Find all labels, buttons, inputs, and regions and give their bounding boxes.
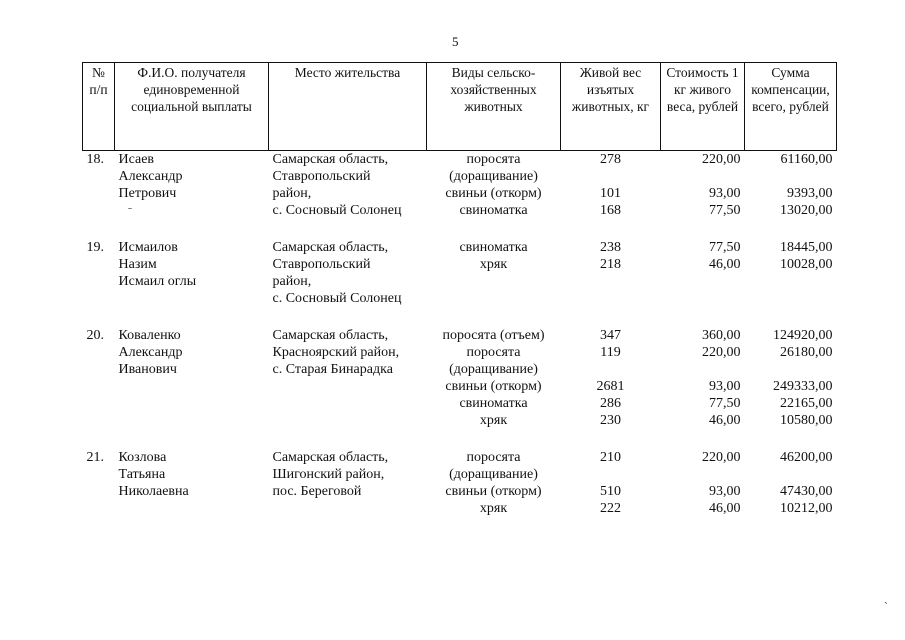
cell-num (83, 500, 115, 517)
cell-address: с. Сосновый Солонец (272, 291, 402, 306)
cell-name (115, 395, 269, 412)
cell-weight (561, 168, 661, 185)
cell-total: 26180,00 (780, 345, 833, 360)
cell-address: Ставропольский (272, 169, 371, 184)
cell-kind: свиньи (откорм) (445, 186, 542, 201)
cell-total: 124920,00 (773, 328, 833, 343)
cell-weight (561, 361, 661, 378)
cell-weight: 210 (600, 450, 621, 465)
row-gap (83, 429, 837, 449)
cell-num (83, 202, 115, 219)
cell-weight: 286 (600, 396, 621, 411)
table-row (83, 395, 837, 412)
cell-weight: 347 (600, 328, 621, 343)
header-name: Ф.И.О. получателя единовременной социальной выплаты (115, 63, 269, 151)
cell-address: Самарская область, (272, 328, 389, 343)
cell-kind: свиноматка (459, 240, 528, 255)
cell-kind: хряк (479, 413, 508, 428)
cell-num: 21. (86, 450, 104, 465)
table-row (83, 449, 837, 466)
cell-kind: (доращивание) (449, 362, 538, 377)
header-total: Сумма компенсации, всего, рублей (745, 63, 837, 151)
cell-price: 77,50 (709, 203, 741, 218)
cell-num (83, 273, 115, 290)
cell-name: Исмаил оглы (118, 274, 197, 289)
cell-weight: 119 (600, 345, 621, 360)
cell-price (661, 466, 745, 483)
cell-price: 77,50 (709, 240, 741, 255)
cell-total (745, 361, 837, 378)
cell-address (269, 395, 427, 412)
table-row (83, 378, 837, 395)
cell-kind: хряк (479, 257, 508, 272)
cell-weight: 218 (600, 257, 621, 272)
cell-total (745, 168, 837, 185)
page-number: 5 (452, 34, 459, 49)
cell-price: 220,00 (702, 345, 741, 360)
cell-num (83, 483, 115, 500)
row-gap-cell (83, 219, 837, 239)
cell-kind: свиноматка (459, 396, 528, 411)
cell-total: 46200,00 (780, 450, 833, 465)
cell-weight (561, 466, 661, 483)
table-row (83, 500, 837, 517)
table-row (83, 151, 837, 169)
cell-price: 220,00 (702, 152, 741, 167)
cell-price: 46,00 (709, 257, 741, 272)
cell-kind: свиноматка (459, 203, 528, 218)
cell-price: 93,00 (709, 186, 741, 201)
cell-address: Самарская область, (272, 240, 389, 255)
cell-num (83, 256, 115, 273)
cell-weight: 238 (600, 240, 621, 255)
cell-address: с. Сосновый Солонец (272, 203, 402, 218)
table-row (83, 185, 837, 202)
cell-total: 13020,00 (780, 203, 833, 218)
cell-total: 10212,00 (780, 501, 833, 516)
cell-name (115, 290, 269, 307)
cell-name: Петрович (118, 186, 177, 201)
cell-price: 93,00 (709, 379, 741, 394)
cell-weight: 278 (600, 152, 621, 167)
cell-name (115, 378, 269, 395)
cell-kind: поросята (466, 450, 521, 465)
cell-num (83, 395, 115, 412)
cell-price (661, 361, 745, 378)
cell-weight: 2681 (596, 379, 625, 394)
cell-name: Александр (118, 169, 183, 184)
cell-address: Самарская область, (272, 450, 389, 465)
cell-address: Ставропольский (272, 257, 371, 272)
cell-address: район, (272, 274, 312, 289)
cell-address: с. Старая Бинарадка (272, 362, 393, 377)
table-row (83, 412, 837, 429)
cell-num: 19. (86, 240, 104, 255)
cell-kind: хряк (479, 501, 508, 516)
cell-kind: поросята (отъем) (442, 328, 545, 343)
cell-num: 18. (86, 152, 104, 167)
cell-price (661, 273, 745, 290)
cell-weight: 230 (600, 413, 621, 428)
table-row (83, 466, 837, 483)
cell-address: Самарская область, (272, 152, 389, 167)
cell-name: Татьяна (118, 467, 166, 482)
cell-total (745, 273, 837, 290)
header-address: Место жительства (269, 63, 427, 151)
cell-num: 20. (86, 328, 104, 343)
cell-name: Исмаилов (118, 240, 178, 255)
stray-mark: ˴ (884, 594, 888, 608)
table-row (83, 290, 837, 307)
cell-kind (427, 290, 561, 307)
cell-num (83, 168, 115, 185)
header-kinds: Виды сельско-хозяйственных животных (427, 63, 561, 151)
cell-kind: свиньи (откорм) (445, 379, 542, 394)
cell-price: 220,00 (702, 450, 741, 465)
cell-total: 10028,00 (780, 257, 833, 272)
cell-name: Александр (118, 345, 183, 360)
table-row (83, 239, 837, 256)
cell-weight (561, 290, 661, 307)
cell-num (83, 466, 115, 483)
cell-name: Исаев (118, 152, 155, 167)
cell-total: 61160,00 (780, 152, 833, 167)
header-num: № п/п (83, 63, 115, 151)
table-row (83, 273, 837, 290)
cell-total (745, 466, 837, 483)
table-row (83, 344, 837, 361)
cell-name (115, 500, 269, 517)
cell-total: 249333,00 (773, 379, 833, 394)
cell-num (83, 361, 115, 378)
cell-kind: свиньи (откорм) (445, 484, 542, 499)
cell-address (269, 500, 427, 517)
table-header-row (83, 63, 837, 151)
cell-num (83, 412, 115, 429)
table-row (83, 327, 837, 344)
cell-weight: 222 (600, 501, 621, 516)
cell-price (661, 290, 745, 307)
cell-address: Красноярский район, (272, 345, 400, 360)
cell-name: Иванович (118, 362, 177, 377)
cell-total: 22165,00 (780, 396, 833, 411)
cell-num (83, 290, 115, 307)
header-weight: Живой вес изъятых животных, кг (561, 63, 661, 151)
cell-kind: поросята (466, 152, 521, 167)
cell-address: Шигонский район, (272, 467, 385, 482)
cell-weight: 510 (600, 484, 621, 499)
cell-price: 46,00 (709, 501, 741, 516)
cell-total: 10580,00 (780, 413, 833, 428)
table-row (83, 256, 837, 273)
cell-total: 9393,00 (787, 186, 833, 201)
cell-kind: (доращивание) (449, 169, 538, 184)
cell-address (269, 412, 427, 429)
cell-name: Козлова (118, 450, 167, 465)
table-row (83, 361, 837, 378)
cell-address (269, 378, 427, 395)
cell-weight (561, 273, 661, 290)
cell-price (661, 168, 745, 185)
cell-num (83, 185, 115, 202)
header-price: Стоимость 1 кг живого веса, рублей (661, 63, 745, 151)
cell-price: 93,00 (709, 484, 741, 499)
cell-name: Коваленко (118, 328, 181, 343)
cell-name (115, 412, 269, 429)
cell-address: пос. Береговой (272, 484, 362, 499)
cell-kind: (доращивание) (449, 467, 538, 482)
row-gap-cell (83, 307, 837, 327)
row-gap-cell (83, 429, 837, 449)
cell-address: район, (272, 186, 312, 201)
cell-weight: 168 (600, 203, 621, 218)
cell-name (115, 202, 269, 219)
cell-price: 360,00 (702, 328, 741, 343)
table-row (83, 168, 837, 185)
cell-kind: поросята (466, 345, 521, 360)
table-body (83, 151, 837, 518)
cell-num (83, 344, 115, 361)
cell-total: 18445,00 (780, 240, 833, 255)
cell-name: Назим (118, 257, 157, 272)
cell-price: 46,00 (709, 413, 741, 428)
compensation-table (82, 62, 837, 517)
row-gap (83, 307, 837, 327)
stray-mark: ˉ (128, 204, 132, 218)
cell-total: 47430,00 (780, 484, 833, 499)
table-row (83, 483, 837, 500)
cell-name: Николаевна (118, 484, 189, 499)
cell-num (83, 378, 115, 395)
cell-weight: 101 (600, 186, 621, 201)
table-row (83, 202, 837, 219)
cell-kind (427, 273, 561, 290)
row-gap (83, 219, 837, 239)
cell-price: 77,50 (709, 396, 741, 411)
cell-total (745, 290, 837, 307)
